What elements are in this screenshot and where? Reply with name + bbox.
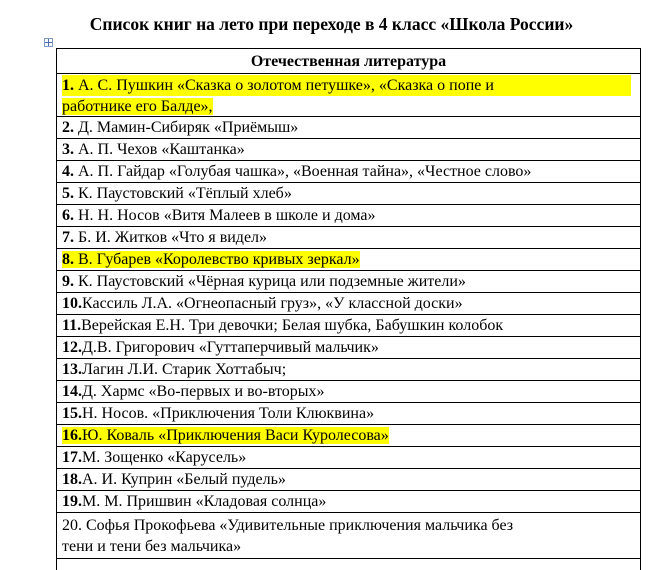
list-item: 4. А. П. Гайдар «Голубая чашка», «Военная тайна», «Честное слово» [62,163,532,180]
list-item: 6. Н. Н. Носов «Витя Малеев в школе и дома» [62,207,376,224]
table-move-handle-icon[interactable] [44,38,53,47]
table-row [57,469,640,491]
table-header: Отечественная литература [250,53,447,70]
list-item: 9. К. Паустовский «Чёрная курица или подземные жители» [62,273,466,290]
table-row [57,381,640,403]
list-item: 1. А. С. Пушкин «Сказка о золотом петушке», «Сказка о попе и работнике его Балде», [62,75,635,117]
list-item: 13.Лагин Л.И. Старик Хоттабыч; [62,361,287,378]
list-item: 15.Н. Носов. «Приключения Толи Клюквина» [62,405,375,422]
list-item: 10.Кассиль Л.А. «Огнеопасный груз», «У классной доски» [62,295,463,312]
table-row [57,227,640,249]
table-row [57,249,640,271]
table-row [57,403,640,425]
list-item: 8. В. Губарев «Королевство кривых зеркал» [62,251,360,268]
list-item: 17.М. Зощенко «Карусель» [62,449,247,466]
list-item: 7. Б. И. Житков «Что я видел» [62,229,268,246]
list-item: 14.Д. Хармс «Во-первых и во-вторых» [62,383,325,400]
table-row [57,359,640,381]
table-row [57,74,640,117]
book-list-table [56,48,641,570]
table-row [57,513,640,559]
list-item: 5. К. Паустовский «Тёплый хлеб» [62,185,292,202]
table-row [57,205,640,227]
list-item: 20. Софья Прокофьева «Удивительные приключения мальчика без тени и тени без мальчика» [62,517,514,555]
table-row [57,315,640,337]
table-row [57,271,640,293]
table-row [57,139,640,161]
table-header-row [57,49,640,74]
list-item: 18.А. И. Куприн «Белый пудель» [62,471,286,488]
table-row [57,117,640,139]
table-row [57,337,640,359]
list-item: 16.Ю. Коваль «Приключения Васи Куролесова» [62,427,389,444]
table-row [57,491,640,513]
table-row [57,293,640,315]
document-title: Список книг на лето при переходе в 4 класс «Школа России» [89,14,574,34]
table-row [57,425,640,447]
table-row [57,447,640,469]
table-row [57,183,640,205]
list-item: 12.Д.В. Григорович «Гуттаперчивый мальчик» [62,339,379,356]
list-item: 3. А. П. Чехов «Каштанка» [62,141,245,158]
list-item: 19.М. М. Пришвин «Кладовая солнца» [62,493,327,510]
list-item: 2. Д. Мамин-Сибиряк «Приёмыш» [62,119,299,136]
list-item: 11.Верейская Е.Н. Три девочки; Белая шубка, Бабушкин колобок [62,317,504,334]
table-row [57,161,640,183]
